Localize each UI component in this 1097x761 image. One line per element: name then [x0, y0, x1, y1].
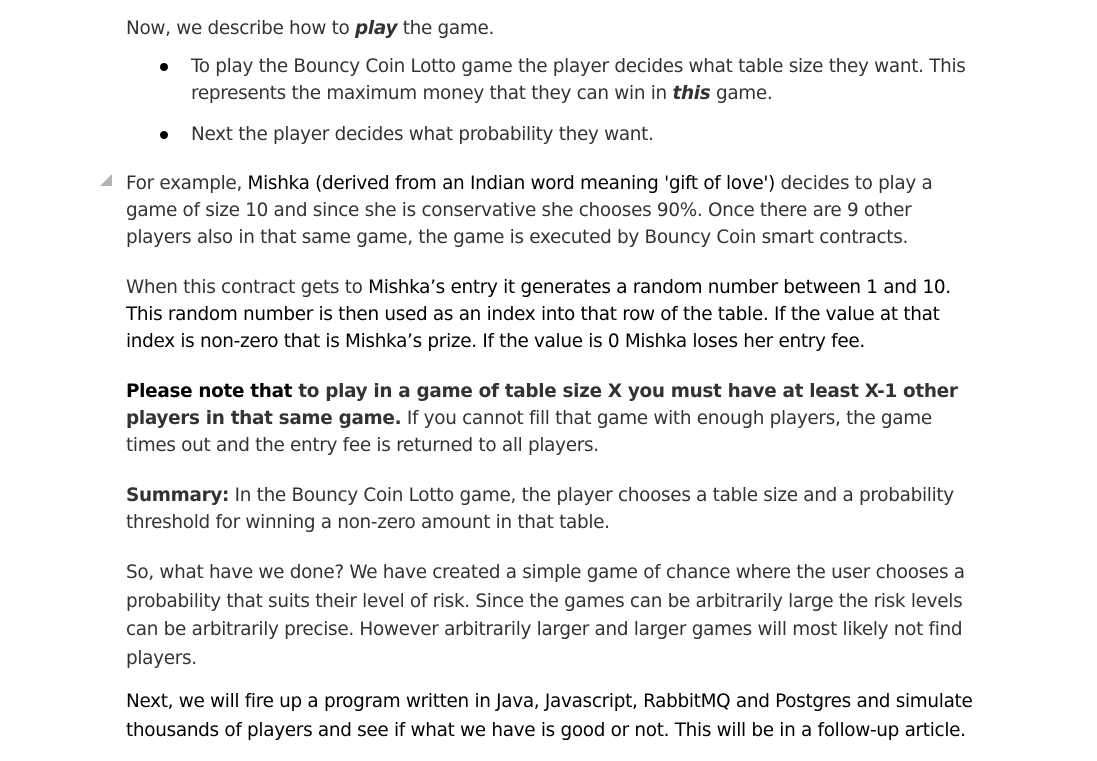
bullet-dot-icon [160, 63, 168, 71]
contract-lead: When this contract gets to [126, 277, 369, 298]
bullet-item [126, 121, 976, 148]
summary-paragraph [126, 482, 976, 536]
bullet-list [126, 53, 976, 148]
example-name: Mishka (derived from an Indian word meaning 'gift of love') [247, 173, 775, 194]
intro-emphasis: play [355, 18, 398, 39]
intro-text-before: Now, we describe how to [126, 18, 356, 39]
recap-text: So, what have we done? We have created a simple game of chance where the user chooses a probability that suits their level of risk. Since the games can be arbitrarily large the risk levels can be arbitrarily precise. However arbitrarily larger and larger games will most likely not find players. [126, 562, 965, 669]
summary-label: Summary: [126, 485, 230, 506]
next-paragraph [126, 687, 976, 745]
bullet-text-before: Next the player decides what probability they want. [191, 124, 654, 145]
bullet-text-before: To play the Bouncy Coin Lotto game the player decides what table size they want. This represents the maximum money that they can win in [191, 56, 966, 104]
example-lead: For example, [126, 173, 248, 194]
contract-paragraph [126, 274, 976, 355]
intro-paragraph [126, 15, 976, 42]
example-rest: decides to play a game of size 10 and since she is conservative she chooses 90%. Once there are 9 other players also in that same game, the game is executed by Bouncy Coin smart contracts. [126, 173, 933, 248]
note-bold-lead: Please note that [126, 381, 293, 402]
bullet-text-after: game. [710, 83, 773, 104]
bullet-emphasis: this [672, 83, 711, 104]
note-paragraph [126, 378, 976, 459]
contract-rest: Mishka’s entry it generates a random number between 1 and 10. This random number is then used as an index into that row of the table. If the value at that index is non-zero that is Mishka’s prize. If the value is 0 Mishka loses her entry fee. [126, 277, 951, 352]
document-body [126, 15, 976, 745]
intro-text-after: the game. [397, 18, 495, 39]
note-bold-rest: to play in a game of table size X you must have at least X-1 other players in that same game. [126, 381, 958, 429]
example-paragraph [126, 170, 976, 251]
summary-text: In the Bouncy Coin Lotto game, the player chooses a table size and a probability threshold for winning a non-zero amount in that table. [126, 485, 954, 533]
collapse-triangle-icon[interactable] [100, 174, 112, 186]
bullet-dot-icon [160, 131, 168, 139]
bullet-item [126, 53, 976, 107]
next-text: Next, we will fire up a program written in Java, Javascript, RabbitMQ and Postgres and simulate thousands of players and see if what we have is good or not. This will be in a follow-up article. [126, 691, 973, 741]
recap-paragraph [126, 559, 976, 673]
note-rest: If you cannot fill that game with enough players, the game times out and the entry fee is returned to all players. [126, 408, 932, 456]
